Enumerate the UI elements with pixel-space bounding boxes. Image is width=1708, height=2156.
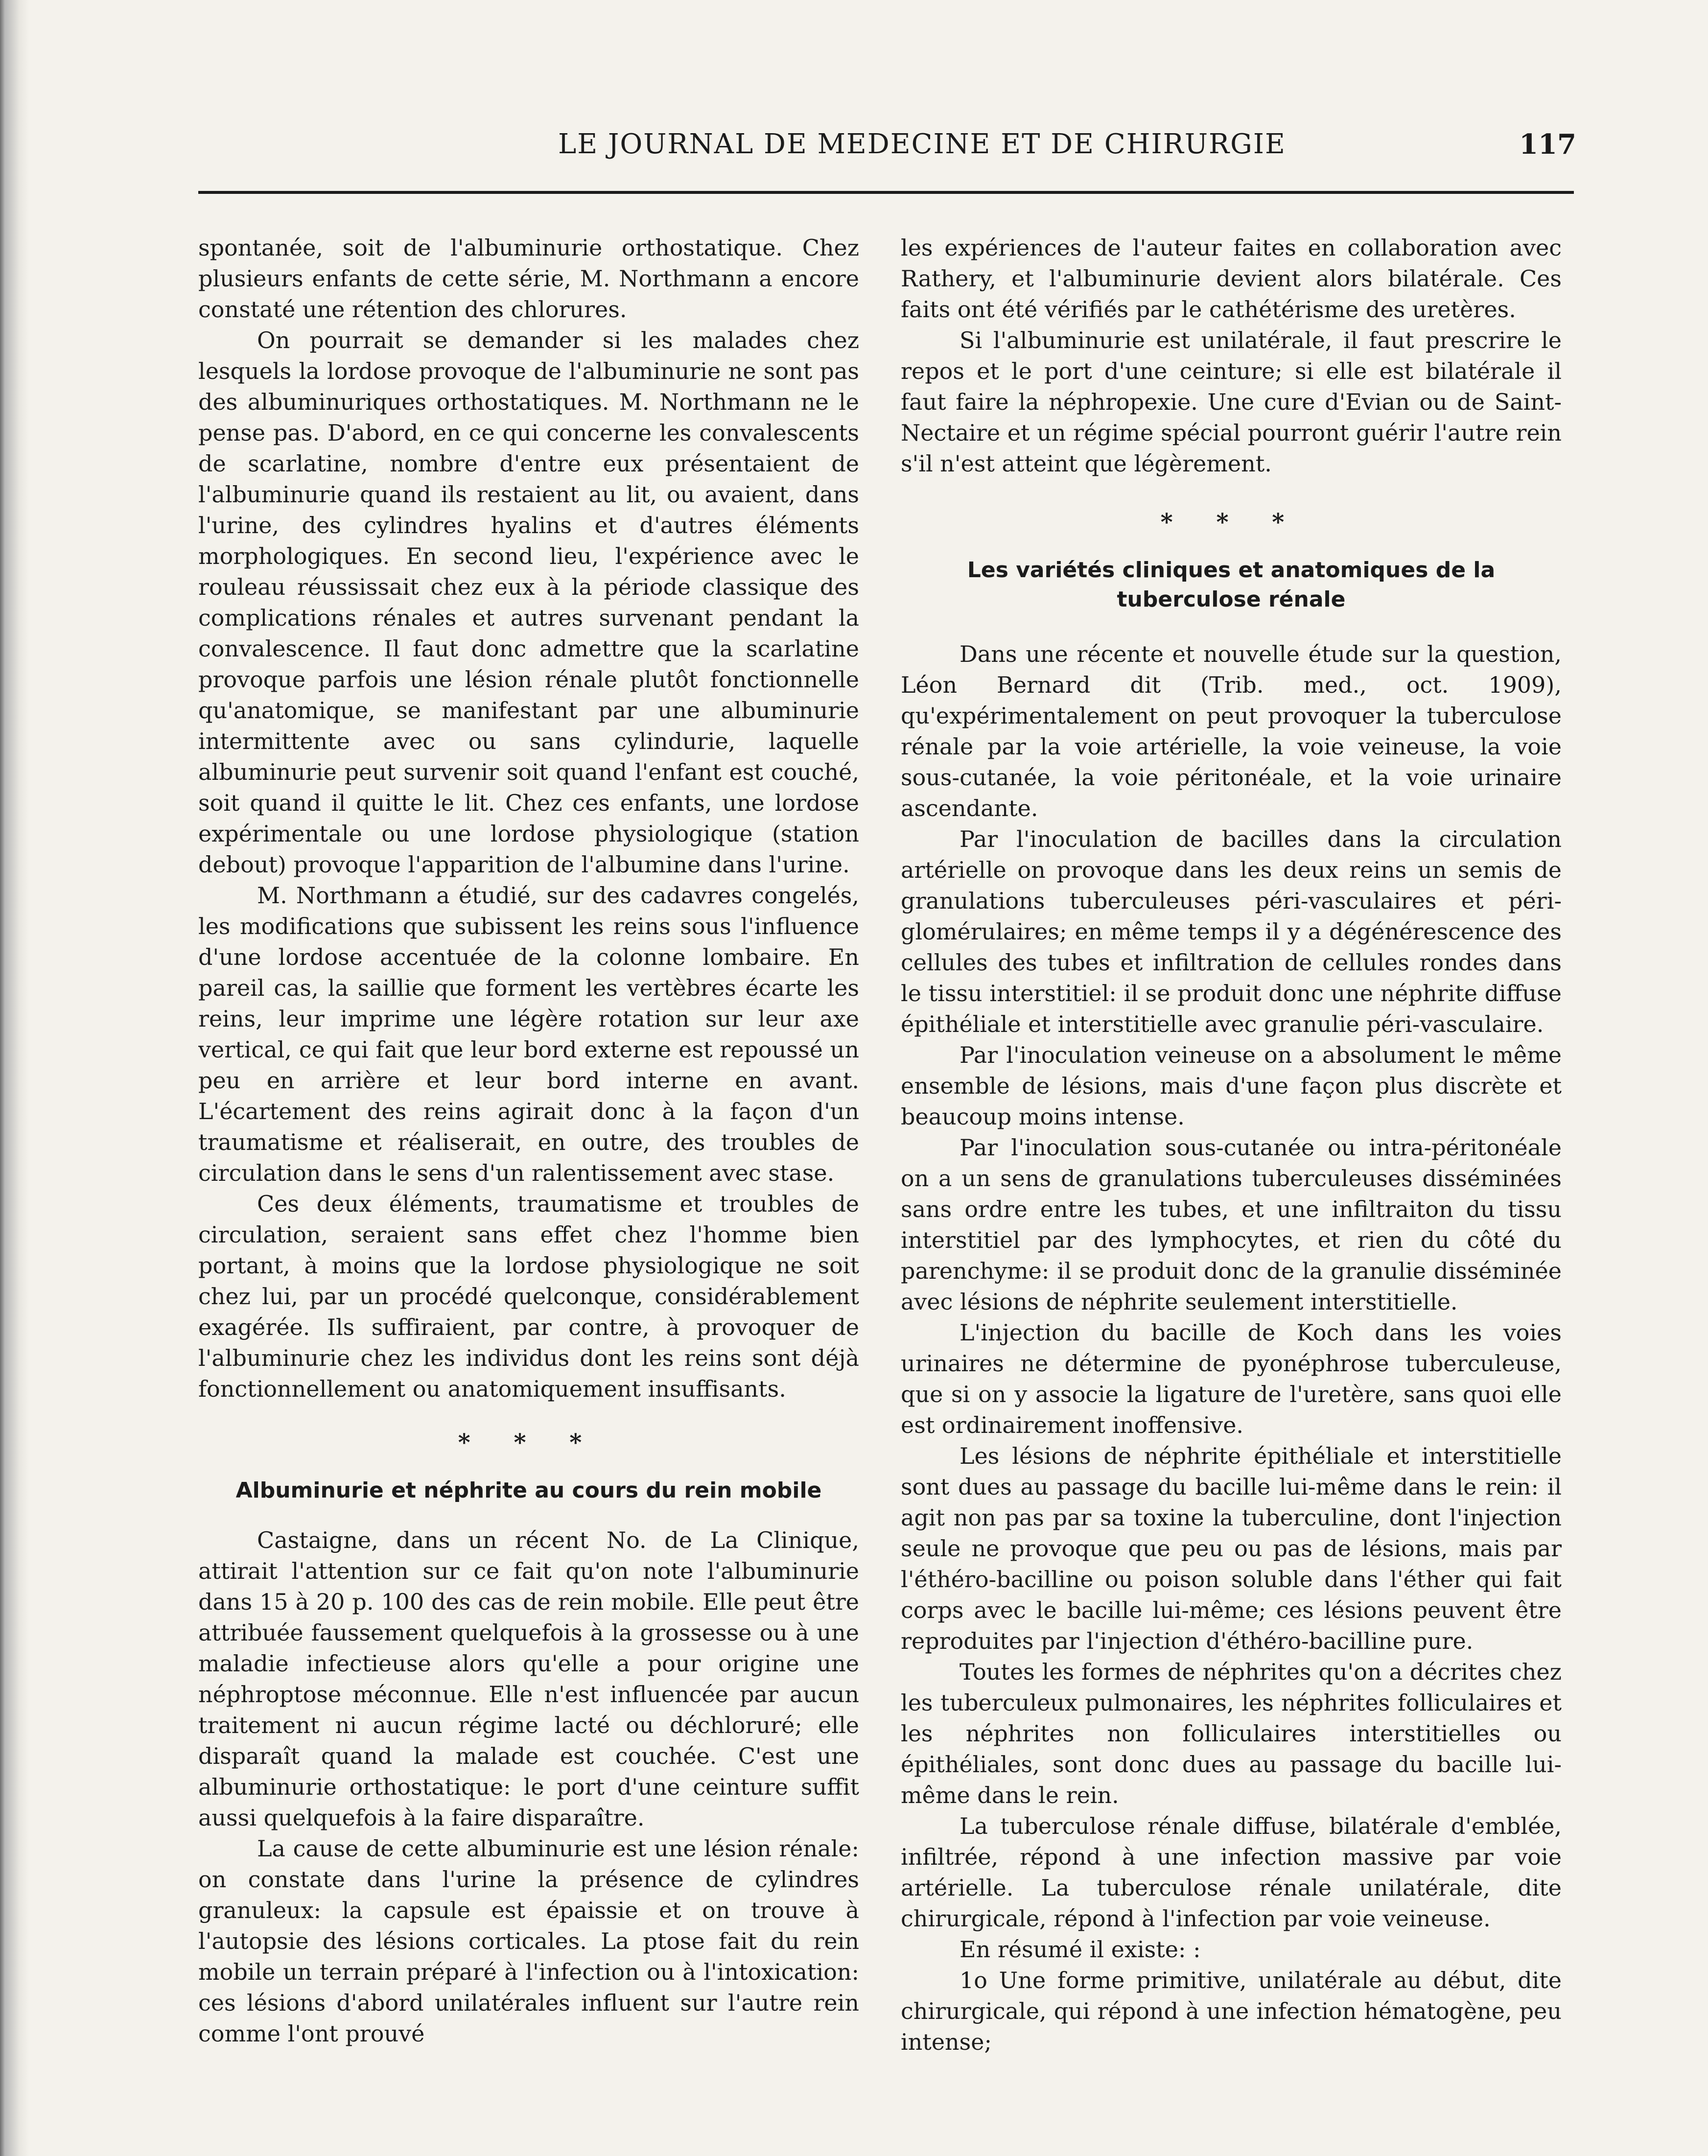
page-number: 117 (1519, 128, 1576, 161)
header-rule (198, 191, 1574, 194)
paragraph: La tuberculose rénale diffuse, bilatérale d'emblée, infiltrée, répond à une infection massive par voie artérielle. La tuberculose rénale unilatérale, dite chirurgicale, répond à l'infection par voie veineuse. (901, 1813, 1562, 1932)
paragraph: Ces deux éléments, traumatisme et troubles de circulation, seraient sans effet chez l'homme bien portant, à moins que la lordose physiologique ne soit chez lui, par un procédé quelconque, considérablement exagérée. Ils suffiraient, par contre, à provoquer de l'albuminurie chez les individus dont les reins sont déjà fonctionnellement ou anatomiquement insuffisants. (198, 1191, 859, 1402)
paragraph: 1o Une forme primitive, unilatérale au début, dite chirurgicale, qui répond à une infection hématogène, peu intense; (901, 1967, 1562, 2055)
paragraph: En résumé il existe: : (959, 1936, 1201, 1963)
paragraph: Les lésions de néphrite épithéliale et interstitielle sont dues au passage du bacille lui-même dans le rein: il agit non pas par sa toxine la tuberculine, dont l'injection seule ne provoque que peu ou pas de lésions, mais par l'éthéro-bacilline ou poison soluble dans l'éther qui fait corps avec le bacille lui-même; ces lésions peuvent être reproduites par l'injection d'éthéro-bacilline pure. (901, 1443, 1562, 1654)
paragraph: Si l'albuminurie est unilatérale, il faut prescrire le repos et le port d'une ceinture; si elle est bilatérale il faut faire la néphropexie. Une cure d'Evian ou de Saint-Nectaire et un régime spécial pourront guérir l'autre rein s'il n'est atteint que légèrement. (901, 327, 1562, 477)
paragraph: Dans une récente et nouvelle étude sur la question, Léon Bernard dit (Trib. med., oct. 1909), qu'expérimentalement on peut provoquer la tuberculose rénale par la voie artérielle, la voie veineuse, la voie sous-cutanée, la voie péritonéale, et la voie urinaire ascendante. (901, 641, 1562, 821)
section-title: Albuminurie et néphrite au cours du rein mobile (235, 1478, 822, 1503)
paragraph: La cause de cette albuminurie est une lésion rénale: on constate dans l'urine la présence de cylindres granuleux: la capsule est épaissie et on trouve à l'autopsie des lésions corticales. La ptose fait du rein mobile un terrain préparé à l'infection ou à l'intoxication: ces lésions d'abord unilatérales influent sur l'autre rein comme l'ont prouvé (198, 1835, 859, 2047)
paragraph: spontanée, soit de l'albuminurie orthostatique. Chez plusieurs enfants de cette série, M. Northmann a encore constaté une rétention des chlorures. (198, 234, 859, 323)
paragraph: Par l'inoculation veineuse on a absolument le même ensemble de lésions, mais d'une façon plus discrète et beaucoup moins intense. (901, 1042, 1562, 1130)
page-binding-edge (0, 0, 29, 2156)
paragraph: les expériences de l'auteur faites en collaboration avec Rathery, et l'albuminurie devient alors bilatérale. Ces faits ont été vérifiés par le cathétérisme des uretères. (901, 234, 1562, 323)
paragraph: Toutes les formes de néphrites qu'on a décrites chez les tuberculeux pulmonaires, les néphrites folliculaires et les néphrites non folliculaires interstitielles ou épithéliales, sont donc dues au passage du bacille lui-même dans le rein. (901, 1659, 1562, 1808)
left-column (198, 233, 859, 2103)
section-separator: * * * (458, 1429, 600, 1456)
right-column (901, 233, 1562, 2103)
paragraph: Par l'inoculation sous-cutanée ou intra-péritonéale on a un sens de granulations tuberculeuses disséminées sans ordre entre les tubes, et une infiltraiton du tissu interstitiel par des lymphocytes, et rien du côté du parenchyme: il se produit donc de la granulie disséminée avec lésions de néphrite seulement interstitielle. (901, 1134, 1562, 1315)
paragraph: On pourrait se demander si les malades chez lesquels la lordose provoque de l'albuminurie ne sont pas des albuminuriques orthostatiques. M. Northmann ne le pense pas. D'abord, en ce qui concerne les convalescents de scarlatine, nombre d'entre eux présentaient de l'albuminurie quand ils restaient au lit, ou avaient, dans l'urine, des cylindres hyalins et d'autres éléments morphologiques. En second lieu, l'expérience avec le rouleau réussissait chez eux à la période classique des complications rénales et autres survenant pendant la convalescence. Il faut donc admettre que la scarlatine provoque parfois une lésion rénale plutôt fonctionnelle qu'anatomique, se manifestant par une albuminurie intermittente avec ou sans cylindurie, laquelle albuminurie peut survenir soit quand l'enfant est couché, soit quand il quitte le lit. Chez ces enfants, une lordose expérimentale ou une lordose physiologique (station debout) provoque l'apparition de l'albumine dans l'urine. (198, 327, 859, 878)
paragraph: Castaigne, dans un récent No. de La Clinique, attirait l'attention sur ce fait qu'on note l'albuminurie dans 15 à 20 p. 100 des cas de rein mobile. Elle peut être attribuée faussement quelquefois à la grossesse ou à une maladie infectieuse alors qu'elle a pour origine une néphroptose méconnue. Elle n'est influencée par aucun traitement ni aucun régime lacté ou déchloruré; elle disparaît quand la malade est couchée. C'est une albuminurie orthostatique: le port d'une ceinture suffit aussi quelquefois à la faire disparaître. (198, 1527, 859, 1831)
section-title: Les variétés cliniques et anatomiques de la tuberculose rénale (967, 558, 1496, 612)
paragraph: Par l'inoculation de bacilles dans la circulation artérielle on provoque dans les deux reins un semis de granulations tuberculeuses péri-vasculaires et péri-glomérulaires; en même temps il y a dégénérescence des cellules des tubes et infiltration de cellules rondes dans le tissu interstitiel: il se produit donc une néphrite diffuse épithéliale et interstitielle avec granulie péri-vasculaire. (901, 826, 1562, 1037)
running-title: LE JOURNAL DE MEDECINE ET DE CHIRURGIE (558, 128, 1286, 160)
section-separator: * * * (1160, 509, 1302, 536)
paragraph: M. Northmann a étudié, sur des cadavres congelés, les modifications que subissent les reins sous l'influence d'une lordose accentuée de la colonne lombaire. En pareil cas, la saillie que forment les vertèbres écarte les reins, leur imprime une légère rotation sur leur axe vertical, ce qui fait que leur bord externe est repoussé un peu en arrière et leur bord interne en avant. L'écartement des reins agirait donc à la façon d'un traumatisme et réaliserait, en outre, des troubles de circulation dans le sens d'un ralentissement avec stase. (198, 882, 859, 1186)
paragraph: L'injection du bacille de Koch dans les voies urinaires ne détermine de pyonéphrose tuberculeuse, que si on y associe la ligature de l'uretère, sans quoi elle est ordinairement inoffensive. (901, 1319, 1562, 1438)
page-header (206, 128, 1576, 163)
